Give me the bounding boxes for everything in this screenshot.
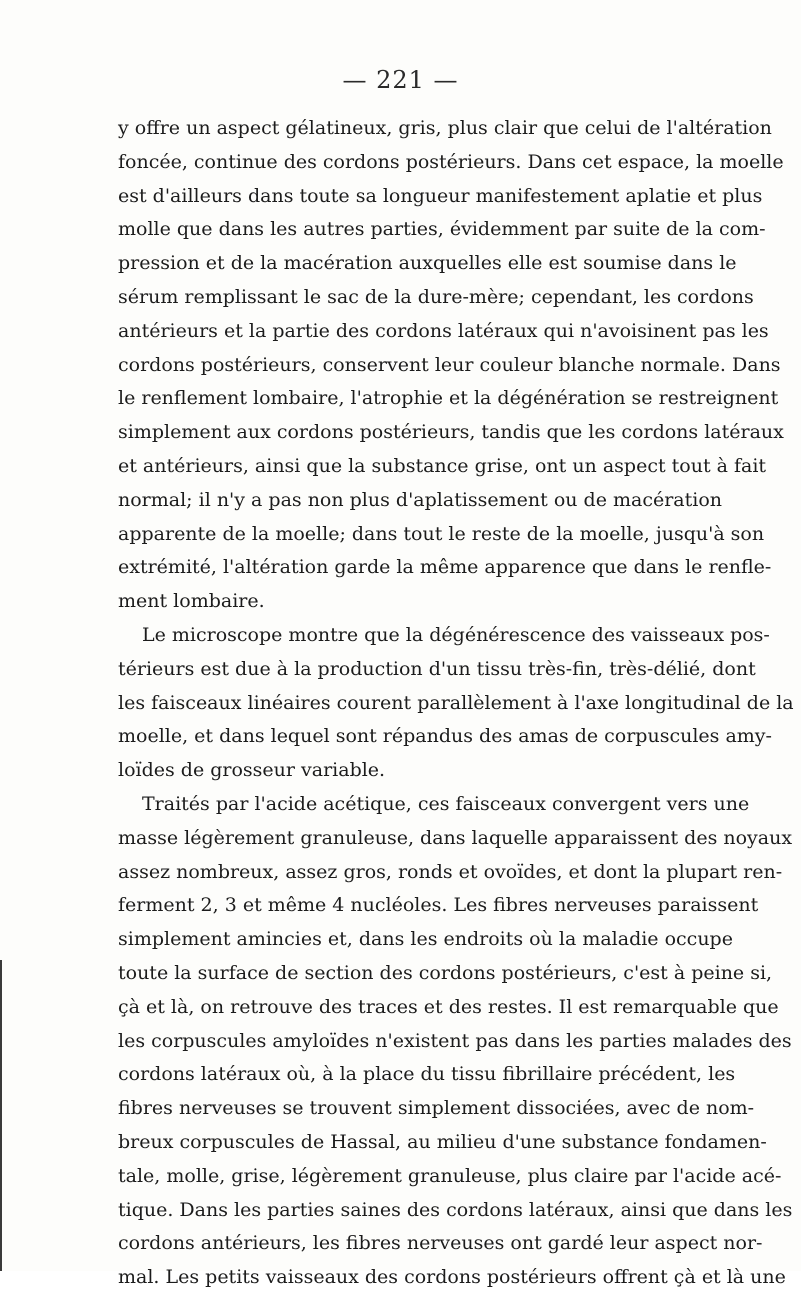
text-line: foncée, continue des cordons postérieurs. Dans cet espace, la moelle: [118, 150, 784, 173]
text-line: normal; il n'y a pas non plus d'aplatissement ou de macération: [118, 488, 723, 511]
text-line: ment lombaire.: [118, 590, 265, 613]
text-line: le renflement lombaire, l'atrophie et la dégénération se restreignent: [118, 387, 779, 410]
text-line: moelle, et dans lequel sont répandus des amas de corpuscules amy-: [118, 725, 772, 748]
text-line: térieurs est due à la production d'un tissu très-fin, très-délié, dont: [118, 657, 756, 680]
text-line: masse légèrement granuleuse, dans laquelle apparaissent des noyaux: [118, 826, 793, 849]
text-line: simplement aux cordons postérieurs, tandis que les cordons latéraux: [118, 421, 784, 444]
text-line: loïdes de grosseur variable.: [118, 759, 386, 782]
paragraph: [118, 112, 784, 619]
text-line: apparente de la moelle; dans tout le reste de la moelle, jusqu'à son: [118, 522, 765, 545]
text-line: les corpuscules amyloïdes n'existent pas dans les parties malades des: [118, 1029, 792, 1052]
page-number: — 221 —: [342, 66, 459, 94]
text-line: ferment 2, 3 et même 4 nucléoles. Les fibres nerveuses paraissent: [118, 894, 759, 917]
text-line: tale, molle, grise, légèrement granuleuse, plus claire par l'acide acé-: [118, 1164, 782, 1187]
text-line: cordons latéraux où, à la place du tissu fibrillaire précédent, les: [118, 1063, 736, 1086]
body-text: [118, 112, 794, 1295]
text-line: toute la surface de section des cordons postérieurs, c'est à peine si,: [118, 961, 773, 984]
text-line: est d'ailleurs dans toute sa longueur manifestement aplatie et plus: [118, 184, 763, 207]
text-line: mal. Les petits vaisseaux des cordons postérieurs offrent çà et là une: [118, 1266, 786, 1289]
text-line: Le microscope montre que la dégénérescence des vaisseaux pos-: [142, 623, 770, 646]
text-line: cordons postérieurs, conservent leur couleur blanche normale. Dans: [118, 353, 781, 376]
text-line: les faisceaux linéaires courent parallèlement à l'axe longitudinal de la: [118, 691, 794, 714]
text-line: molle que dans les autres parties, évidemment par suite de la com-: [118, 218, 766, 241]
text-line: sérum remplissant le sac de la dure-mère; cependant, les cordons: [118, 285, 754, 308]
text-line: extrémité, l'altération garde la même apparence que dans le renfle-: [118, 556, 772, 579]
page-edge-line: [0, 960, 2, 1271]
text-line: çà et là, on retrouve des traces et des restes. Il est remarquable que: [118, 995, 779, 1018]
text-line: assez nombreux, assez gros, ronds et ovoïdes, et dont la plupart ren-: [118, 860, 783, 883]
text-line: et antérieurs, ainsi que la substance grise, ont un aspect tout à fait: [118, 454, 767, 477]
text-line: breux corpuscules de Hassal, au milieu d'une substance fondamen-: [118, 1130, 767, 1153]
text-line: Traités par l'acide acétique, ces faisceaux convergent vers une: [142, 792, 750, 815]
text-line: pression et de la macération auxquelles elle est soumise dans le: [118, 252, 737, 275]
text-line: y offre un aspect gélatineux, gris, plus clair que celui de l'altération: [118, 117, 772, 139]
paragraph: [118, 788, 793, 1295]
text-line: antérieurs et la partie des cordons latéraux qui n'avoisinent pas les: [118, 319, 769, 342]
text-line: tique. Dans les parties saines des cordons latéraux, ainsi que dans les: [118, 1198, 793, 1221]
text-line: cordons antérieurs, les fibres nerveuses ont gardé leur aspect nor-: [118, 1232, 763, 1255]
paragraph: [118, 619, 794, 788]
text-line: fibres nerveuses se trouvent simplement dissociées, avec de nom-: [118, 1097, 755, 1120]
text-line: simplement amincies et, dans les endroits où la maladie occupe: [118, 928, 733, 951]
